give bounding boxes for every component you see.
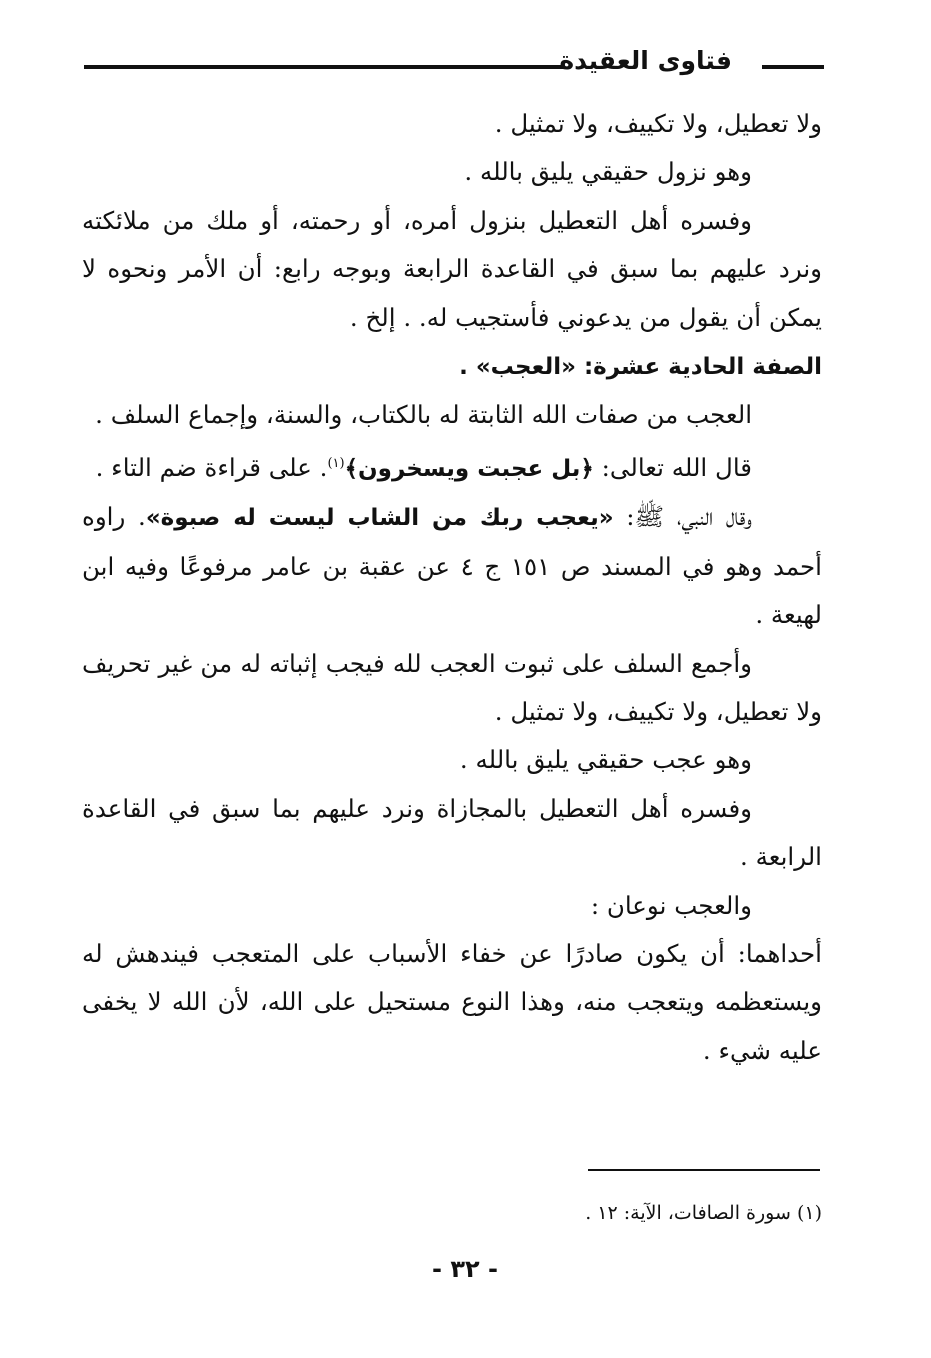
running-header <box>84 44 824 84</box>
header-title: فتاوى العقيدة <box>559 46 732 75</box>
paragraph: وهو نزول حقيقي يليق بالله . <box>464 157 752 187</box>
paragraph: وأجمع السلف على ثبوت العجب لله فيجب إثباته له من غير تحريف ولا تعطيل، ولا تكييف، ولا تمثيل . <box>82 648 822 727</box>
quran-verse: ﴿بل عجبت ويسخرون﴾ <box>344 456 594 482</box>
paragraph: ولا تعطيل، ولا تكييف، ولا تمثيل . <box>494 109 822 138</box>
paragraph: والعجب نوعان : <box>590 890 752 920</box>
paragraph-text: . راوه أحمد وهو في المسند ص ١٥١ ج ٤ عن عقبة بن عامر مرفوعًا وفيه ابن لهيعة . <box>82 502 822 630</box>
paragraph-text: قال الله تعالى: <box>593 453 752 482</box>
paragraph-text: . على قراءة ضم التاء . <box>95 453 328 482</box>
footnote: (١) سورة الصافات، الآية: ١٢ . <box>585 1202 822 1224</box>
section-heading <box>82 342 822 391</box>
paragraph-text: وقال النبي، ﷺ: <box>613 502 752 532</box>
hadith-quote: «يعجب ربك من الشاب ليست له صبوة» <box>145 505 614 532</box>
section-heading-text: الصفة الحادية عشرة: «العجب» . <box>459 354 822 381</box>
paragraph <box>82 440 822 494</box>
paragraph <box>82 493 822 639</box>
header-rule-long <box>84 65 564 69</box>
paragraph: وفسره أهل التعطيل بنزول أمره، أو رحمته، أو ملك من ملائكته ونرد عليهم بما سبق في القاعدة الرابعة وبوجه رابع: أن الأمر ونحوه لا يمكن أن يقول من يدعوني فأستجيب له. . إلخ . <box>82 205 822 332</box>
footnote-marker: (١) <box>327 455 345 471</box>
paragraph: أحداهما: أن يكون صادرًا عن خفاء الأسباب على المتعجب فيندهش له ويستعظمه ويتعجب منه، وهذا النوع مستحيل على الله، لأن الله لا يخفى عليه شيء . <box>82 939 822 1065</box>
paragraph: وهو عجب حقيقي يليق بالله . <box>459 745 752 775</box>
paragraph: وفسره أهل التعطيل بالمجازاة ونرد عليهم بما سبق في القاعدة الرابعة . <box>82 793 822 872</box>
footnote-rule <box>588 1169 820 1171</box>
paragraph: العجب من صفات الله الثابتة له بالكتاب، والسنة، وإجماع السلف . <box>95 400 752 430</box>
body-text <box>82 100 822 1075</box>
page-number: - ٣٢ - <box>432 1255 498 1283</box>
header-rule-short <box>762 65 824 69</box>
